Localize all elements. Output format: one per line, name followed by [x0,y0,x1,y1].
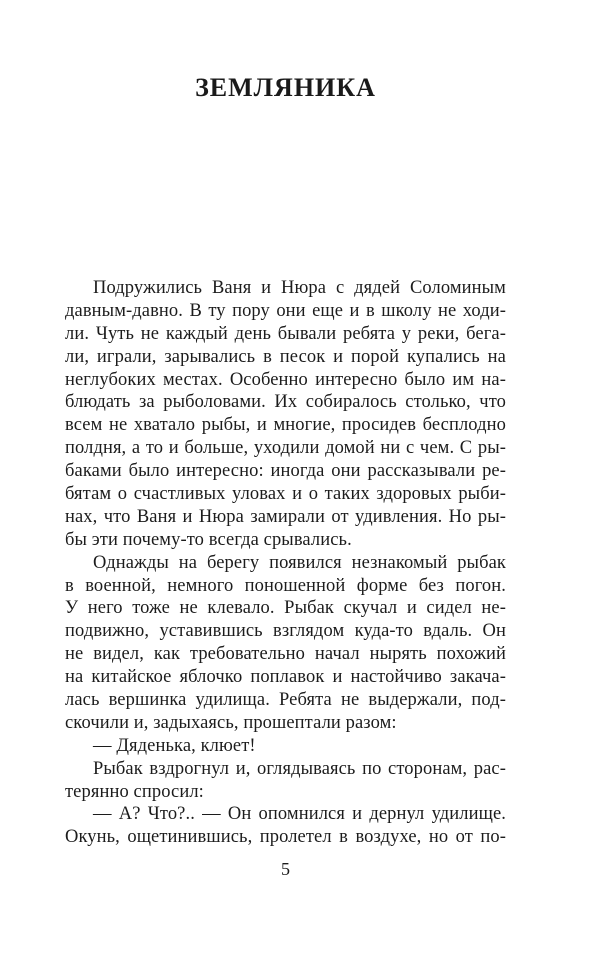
text-line: неглубоких местах. Особенно интересно было им на- [65,369,506,390]
text-line: блюдать за рыболовами. Их собиралось столько, что [65,392,506,413]
text-line: нах, что Ваня и Нюра замирали от удивления. Но ры- [65,506,506,527]
text-line: Однажды на берегу появился незнакомый рыбак [93,552,506,573]
text-line: Подружились Ваня и Нюра с дядей Соломиным [93,278,506,298]
text-block [65,277,506,849]
paragraph [65,277,506,552]
text-line: не видел, как требовательно начал нырять похожий [65,644,506,665]
text-line: Окунь, ощетинившись, пролетел в воздухе, но от по- [65,827,506,848]
text-line: ли. Чуть не каждый день бывали ребята у реки, бега- [65,323,506,344]
text-line: в военной, немного поношенной форме без погон. [65,575,506,596]
text-line: скочили и, задыхаясь, прошептали разом: [65,712,397,733]
chapter-title: ЗЕМЛЯНИКА [195,73,376,102]
paragraph-dialogue [65,735,506,758]
text-line: всем не хватало рыбы, и многие, просидев бесплодно [65,415,506,436]
paragraph-dialogue [65,803,506,849]
text-line: терянно спросил: [65,781,204,802]
text-line: бятам о счастливых уловах и о таких здоровых рыби- [65,484,506,505]
text-line: на китайское яблочко поплавок и настойчиво закача- [65,667,506,688]
text-line: — А? Что?.. — Он опомнился и дернул удилище. [93,804,506,825]
text-line: бы эти почему-то всегда срывались. [65,529,352,550]
text-line: лась вершинка удилища. Ребята не выдержали, под- [65,690,506,711]
text-line: ли, играли, зарывались в песок и порой купались на [65,346,506,367]
paragraph [65,758,506,804]
text-line: У него тоже не клевало. Рыбак скучал и сидел не- [65,598,506,619]
paragraph [65,552,506,735]
text-line: — Дяденька, клюет! [93,735,256,756]
page-number: 5 [281,859,290,879]
text-line: полдня, а то и больше, уходили домой ни с чем. С ры- [65,438,506,459]
text-line: подвижно, уставившись взглядом куда-то вдаль. Он [65,621,506,642]
text-line: давным-давно. В ту пору они еще и в школу не ходи- [65,300,506,321]
text-line: Рыбак вздрогнул и, оглядываясь по сторонам, рас- [93,758,506,779]
text-line: баками было интересно: иногда они рассказывали ре- [65,461,506,482]
